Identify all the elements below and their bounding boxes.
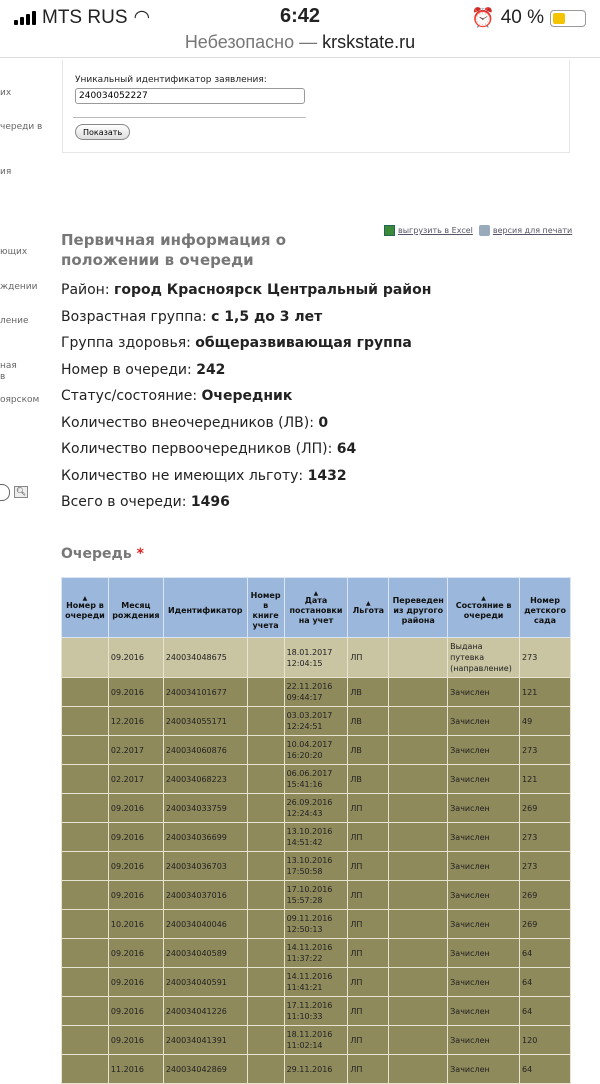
- table-cell: Зачислен: [448, 910, 520, 939]
- sort-arrow-icon: ▲: [366, 600, 371, 607]
- info-key: Всего в очереди:: [61, 494, 191, 510]
- table-cell: Зачислен: [448, 765, 520, 794]
- table-row: [62, 678, 571, 707]
- info-value: 64: [336, 441, 357, 457]
- table-cell: 240034060876: [163, 736, 247, 765]
- table-cell: Зачислен: [448, 997, 520, 1026]
- id-input[interactable]: [75, 88, 305, 104]
- table-cell: ЛВ: [348, 678, 389, 707]
- table-cell: 02.2017: [108, 736, 163, 765]
- table-cell: ЛП: [348, 638, 389, 678]
- table-cell: 03.03.2017 12:24:51: [284, 707, 348, 736]
- info-line: [61, 466, 431, 493]
- battery-percent: 40 %: [500, 7, 544, 28]
- table-cell: [62, 939, 109, 968]
- header-label: Номер детского сада: [524, 596, 566, 625]
- table-cell: [62, 1026, 109, 1055]
- domain: krskstate.ru: [322, 32, 416, 52]
- sort-arrow-icon: [521, 589, 569, 596]
- table-cell: ЛП: [348, 823, 389, 852]
- info-key: Статус/состояние:: [61, 388, 202, 404]
- table-cell: 240034041391: [163, 1026, 247, 1055]
- table-cell: 09.2016: [108, 678, 163, 707]
- info-line: [61, 439, 431, 466]
- table-cell: [247, 765, 284, 794]
- info-value: 1496: [190, 494, 230, 510]
- info-key: Номер в очереди:: [61, 361, 197, 378]
- header-label: Льгота: [352, 606, 385, 615]
- table-cell: 18.01.2017 12:04:15: [284, 638, 348, 678]
- info-value: с 1,5 до 3 лет: [211, 308, 323, 325]
- table-cell: [247, 707, 284, 736]
- sidebar-link[interactable]: ждении: [0, 282, 38, 292]
- table-cell: [389, 794, 448, 823]
- search-input[interactable]: [0, 484, 10, 501]
- table-row: [62, 736, 571, 765]
- table-cell: 240034036699: [163, 823, 247, 852]
- table-cell: [62, 736, 109, 765]
- table-cell: [389, 881, 448, 910]
- sort-arrow-icon: ▲: [481, 595, 486, 602]
- table-cell: Зачислен: [448, 852, 520, 881]
- table-cell: [62, 881, 109, 910]
- table-row: [62, 823, 571, 852]
- sort-arrow-icon: ▲: [82, 595, 88, 602]
- header-label: Дата постановки на учет: [289, 596, 343, 625]
- table-cell: [62, 765, 109, 794]
- info-key: Возрастная группа:: [61, 308, 212, 325]
- id-label: Уникальный идентификатор заявления:: [75, 75, 267, 85]
- table-row: [62, 794, 571, 823]
- table-cell: [389, 823, 448, 852]
- table-cell: 240034033759: [163, 794, 247, 823]
- table-row: [62, 881, 571, 910]
- table-cell: 64: [520, 939, 571, 968]
- info-value: Очередник: [201, 388, 293, 404]
- info-line: [61, 333, 431, 360]
- queue-info: [61, 280, 431, 519]
- column-header[interactable]: [348, 578, 389, 638]
- table-cell: [247, 678, 284, 707]
- table-cell: 29.11.2016: [284, 1055, 348, 1084]
- info-value: 242: [196, 361, 226, 378]
- table-cell: 09.11.2016 12:50:13: [284, 910, 348, 939]
- excel-icon: [384, 225, 395, 236]
- queue-title: Очередь: [61, 546, 132, 562]
- table-cell: 240034040589: [163, 939, 247, 968]
- column-header: [163, 578, 247, 638]
- queue-table: [61, 577, 571, 1084]
- table-cell: ЛВ: [348, 765, 389, 794]
- table-cell: [62, 823, 109, 852]
- sort-arrow-icon: [165, 599, 246, 606]
- table-cell: 09.2016: [108, 881, 163, 910]
- info-line: [61, 307, 431, 334]
- table-cell: 26.09.2016 12:24:43: [284, 794, 348, 823]
- table-cell: Выдана путевка (направление): [448, 638, 520, 678]
- table-row: [62, 852, 571, 881]
- table-cell: [389, 736, 448, 765]
- table-row: [62, 765, 571, 794]
- info-value: общеразвивающая группа: [195, 335, 412, 351]
- table-cell: 17.11.2016 11:10:33: [284, 997, 348, 1026]
- table-cell: ЛП: [348, 939, 389, 968]
- table-row: [62, 910, 571, 939]
- table-row: [62, 1026, 571, 1055]
- table-cell: ЛП: [348, 910, 389, 939]
- table-cell: [389, 910, 448, 939]
- table-cell: 11.2016: [108, 1055, 163, 1084]
- table-cell: [62, 707, 109, 736]
- table-cell: [62, 638, 109, 678]
- table-cell: 09.2016: [108, 852, 163, 881]
- search-form: [62, 60, 570, 153]
- table-cell: Зачислен: [448, 939, 520, 968]
- table-cell: Зачислен: [448, 1026, 520, 1055]
- table-cell: Зачислен: [448, 1055, 520, 1084]
- table-cell: 10.2016: [108, 910, 163, 939]
- table-cell: [62, 852, 109, 881]
- table-cell: 09.2016: [108, 997, 163, 1026]
- print-version-link[interactable]: версия для печати: [492, 226, 573, 235]
- column-header: [389, 578, 448, 638]
- printer-icon: [479, 225, 490, 236]
- table-row: [62, 1055, 571, 1084]
- sidebar-link[interactable]: череди в: [0, 122, 43, 132]
- required-mark: *: [136, 546, 144, 562]
- header-label: Состояние в очереди: [455, 601, 512, 620]
- table-cell: [62, 678, 109, 707]
- table-cell: [62, 910, 109, 939]
- sort-arrow-icon: [390, 589, 446, 596]
- table-row: [62, 707, 571, 736]
- table-cell: [389, 1026, 448, 1055]
- header-label: Идентификатор: [167, 606, 243, 615]
- table-cell: [389, 1055, 448, 1084]
- table-cell: 269: [520, 794, 571, 823]
- table-cell: 240034101677: [163, 678, 247, 707]
- page-title: Первичная информация о положении в очереди: [61, 231, 287, 269]
- table-cell: 121: [520, 765, 571, 794]
- table-cell: 10.04.2017 16:20:20: [284, 736, 348, 765]
- table-cell: [389, 852, 448, 881]
- table-cell: 13.10.2016 17:50:58: [284, 852, 348, 881]
- table-cell: ЛП: [348, 968, 389, 997]
- table-cell: 240034042869: [163, 1055, 247, 1084]
- table-cell: [389, 968, 448, 997]
- info-line: [61, 386, 431, 413]
- info-key: Группа здоровья:: [61, 335, 196, 351]
- table-cell: [247, 852, 284, 881]
- table-cell: 273: [520, 852, 571, 881]
- column-header: [247, 578, 284, 638]
- sidebar-link[interactable]: ия: [0, 167, 12, 177]
- info-value: город Красноярск Центральный район: [114, 282, 432, 298]
- info-line: [61, 413, 431, 440]
- sort-arrow-icon: [249, 584, 283, 591]
- info-value: 0: [318, 414, 329, 431]
- table-cell: 240034068223: [163, 765, 247, 794]
- table-cell: 09.2016: [108, 939, 163, 968]
- header-label: Переведен из другого района: [392, 596, 444, 625]
- table-cell: 273: [520, 823, 571, 852]
- table-cell: ЛП: [348, 881, 389, 910]
- divider: [73, 117, 306, 118]
- carrier: MTS RUS: [42, 6, 128, 28]
- table-cell: Зачислен: [448, 678, 520, 707]
- address-bar[interactable]: [0, 32, 600, 58]
- clock: 6:42: [279, 5, 321, 27]
- table-cell: ЛП: [348, 997, 389, 1026]
- table-cell: Зачислен: [448, 823, 520, 852]
- column-header[interactable]: [62, 578, 109, 638]
- header-label: Номер в очереди: [65, 601, 105, 620]
- show-button[interactable]: Показать: [75, 124, 130, 140]
- table-cell: 06.06.2017 15:41:16: [284, 765, 348, 794]
- table-cell: 09.2016: [108, 638, 163, 678]
- table-cell: Зачислен: [448, 968, 520, 997]
- table-cell: [389, 939, 448, 968]
- table-cell: 240034041226: [163, 997, 247, 1026]
- sort-arrow-icon: ▲: [313, 590, 319, 597]
- table-row: [62, 638, 571, 678]
- table-cell: 12.2016: [108, 707, 163, 736]
- table-cell: 09.2016: [108, 794, 163, 823]
- table-cell: 269: [520, 881, 571, 910]
- sidebar-link[interactable]: ная: [0, 361, 17, 371]
- sidebar-link[interactable]: в: [0, 372, 6, 382]
- table-cell: ЛП: [348, 794, 389, 823]
- table-cell: 09.2016: [108, 968, 163, 997]
- info-line: [61, 360, 431, 387]
- table-cell: 64: [520, 1055, 571, 1084]
- table-cell: Зачислен: [448, 881, 520, 910]
- table-cell: 22.11.2016 09:44:17: [284, 678, 348, 707]
- table-cell: Зачислен: [448, 707, 520, 736]
- sort-arrow-icon: [110, 594, 162, 601]
- table-cell: Зачислен: [448, 736, 520, 765]
- sidebar-link[interactable]: ление: [0, 316, 29, 326]
- column-header: [520, 578, 571, 638]
- table-cell: 240034037016: [163, 881, 247, 910]
- security-label: Небезопасно —: [184, 32, 318, 52]
- queue-heading: [61, 546, 144, 562]
- table-cell: [389, 638, 448, 678]
- info-value: 1432: [307, 467, 347, 484]
- table-cell: [247, 736, 284, 765]
- table-cell: [247, 794, 284, 823]
- table-cell: 240034055171: [163, 707, 247, 736]
- table-cell: [389, 707, 448, 736]
- table-cell: [247, 881, 284, 910]
- column-header[interactable]: [448, 578, 520, 638]
- table-row: [62, 939, 571, 968]
- table-cell: 02.2017: [108, 765, 163, 794]
- table-row: [62, 997, 571, 1026]
- sidebar-link[interactable]: ющих: [0, 247, 28, 257]
- table-cell: [247, 1026, 284, 1055]
- table-cell: 09.2016: [108, 1026, 163, 1055]
- table-cell: [247, 968, 284, 997]
- export-excel-link[interactable]: выгрузить в Excel: [398, 226, 473, 235]
- table-cell: [389, 997, 448, 1026]
- table-cell: [247, 1055, 284, 1084]
- table-cell: ЛП: [348, 852, 389, 881]
- table-cell: 18.11.2016 11:02:14: [284, 1026, 348, 1055]
- table-cell: 17.10.2016 15:57:28: [284, 881, 348, 910]
- column-header[interactable]: [284, 578, 348, 638]
- table-cell: [247, 823, 284, 852]
- table-cell: ЛП: [348, 1055, 389, 1084]
- header-label: Номер в книге учета: [250, 591, 281, 630]
- info-key: Количество первоочередников (ЛП):: [61, 441, 337, 457]
- header-label: Месяц рождения: [112, 601, 160, 620]
- search-icon[interactable]: 🔍︎: [15, 487, 27, 496]
- battery-icon: [550, 10, 586, 27]
- table-cell: [62, 997, 109, 1026]
- wifi-icon: ◠: [133, 7, 151, 28]
- table-cell: [62, 968, 109, 997]
- table-cell: [389, 765, 448, 794]
- table-cell: 09.2016: [108, 823, 163, 852]
- table-cell: 269: [520, 910, 571, 939]
- table-cell: 121: [520, 678, 571, 707]
- info-line: [61, 280, 431, 307]
- info-line: [61, 492, 431, 519]
- table-cell: 14.11.2016 11:37:22: [284, 939, 348, 968]
- table-cell: 14.11.2016 11:41:21: [284, 968, 348, 997]
- info-key: Количество не имеющих льготу:: [61, 467, 308, 484]
- info-key: Количество внеочередников (ЛВ):: [61, 414, 319, 431]
- status-bar: [0, 0, 600, 32]
- table-cell: 49: [520, 707, 571, 736]
- table-cell: 240034040046: [163, 910, 247, 939]
- table-row: [62, 968, 571, 997]
- table-cell: ЛВ: [348, 736, 389, 765]
- table-cell: [247, 939, 284, 968]
- sidebar-link[interactable]: их: [0, 88, 12, 98]
- table-cell: [389, 678, 448, 707]
- column-header: [108, 578, 163, 638]
- table-cell: 240034048675: [163, 638, 247, 678]
- table-cell: 64: [520, 968, 571, 997]
- table-cell: 240034036703: [163, 852, 247, 881]
- table-cell: Зачислен: [448, 794, 520, 823]
- table-cell: ЛВ: [348, 707, 389, 736]
- table-cell: [247, 910, 284, 939]
- table-cell: 64: [520, 997, 571, 1026]
- table-cell: 120: [520, 1026, 571, 1055]
- info-key: Район:: [61, 282, 115, 298]
- table-cell: 273: [520, 736, 571, 765]
- table-cell: [62, 794, 109, 823]
- table-cell: ЛП: [348, 1026, 389, 1055]
- table-cell: [62, 1055, 109, 1084]
- table-cell: 240034040591: [163, 968, 247, 997]
- table-cell: [247, 638, 284, 678]
- alarm-icon: ⏰: [471, 8, 495, 29]
- table-cell: [247, 997, 284, 1026]
- sidebar-link[interactable]: оярском: [0, 395, 40, 405]
- table-cell: 273: [520, 638, 571, 678]
- table-cell: 13.10.2016 14:51:42: [284, 823, 348, 852]
